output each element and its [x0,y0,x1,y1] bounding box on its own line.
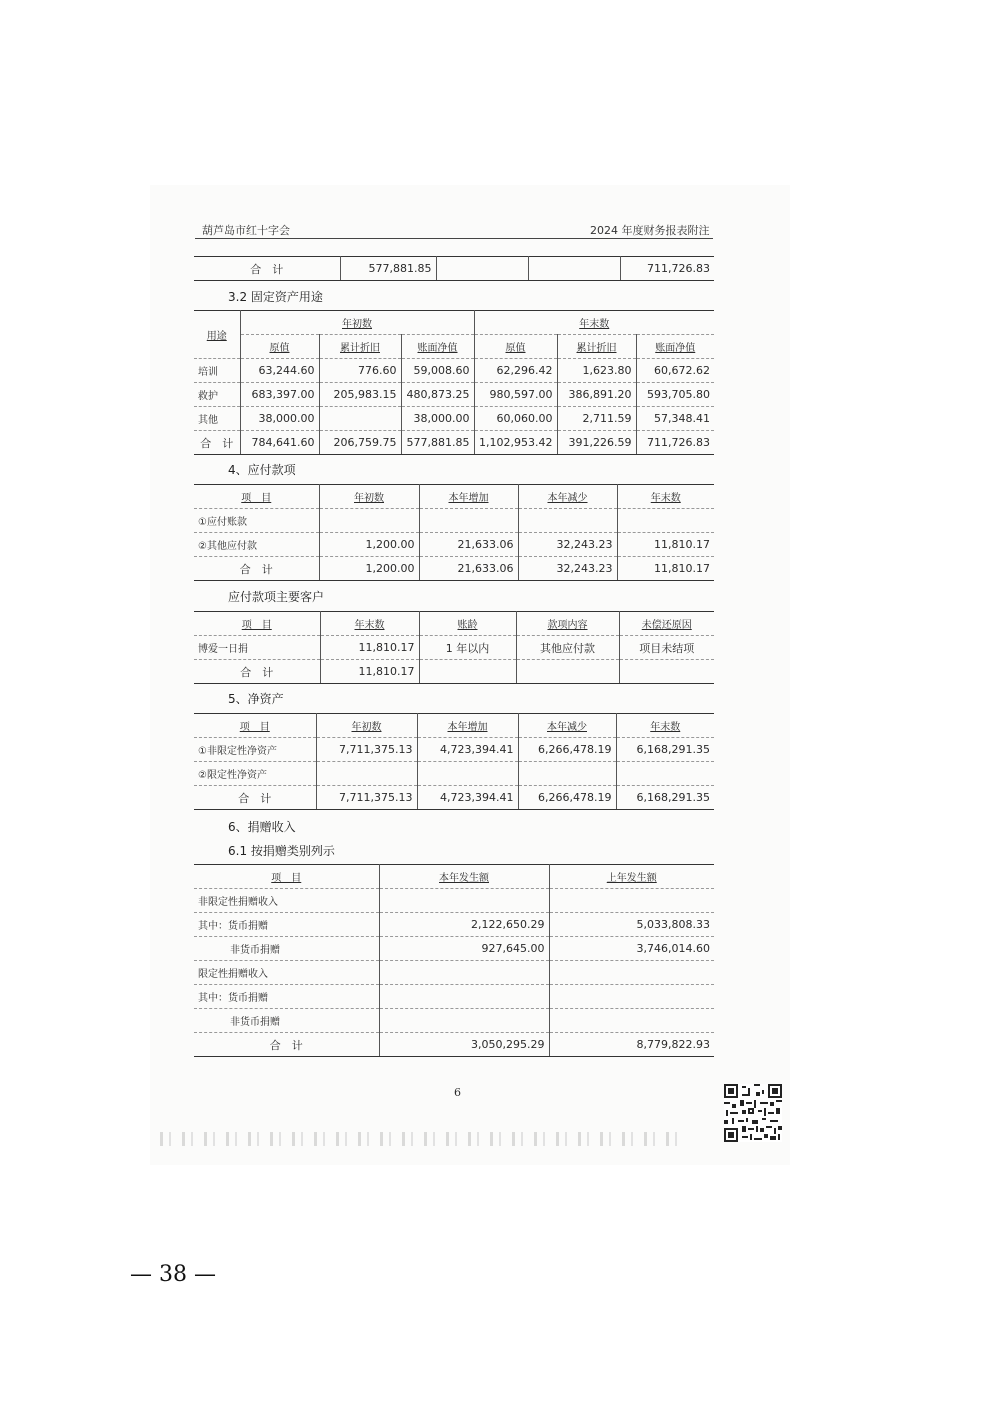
table-cell: 3,050,295.29 [379,1033,549,1057]
table-cell: 980,597.00 [474,383,557,407]
section-title-4: 4、应付款项 [228,463,296,477]
column-header: 款项内容 [516,612,619,636]
table-cell: 386,891.20 [557,383,636,407]
table-cell [419,509,518,533]
table-cell [379,1009,549,1033]
qr-code-icon [724,1084,782,1142]
table-cell [379,889,549,913]
payables-table [194,484,714,581]
column-header: 未偿还原因 [619,612,714,636]
column-header: 项 目 [194,865,379,889]
table-cell: 59,008.60 [401,359,474,383]
column-header: 年初数 [319,485,419,509]
table-cell: 11,810.17 [320,660,419,684]
table-cell: 7,711,375.13 [316,786,417,810]
column-header: 累计折旧 [557,335,636,359]
column-header: 项 目 [194,485,319,509]
table-cell [549,961,714,985]
table-cell: 391,226.59 [557,431,636,455]
group-header: 年末数 [474,311,714,335]
row-label: 限定性捐赠收入 [194,961,379,985]
section-title-5: 5、净资产 [228,692,284,706]
column-header: 项 目 [194,714,316,738]
table-cell: 11,810.17 [320,636,419,660]
total-cell: 711,726.83 [620,257,714,281]
table-cell [319,407,401,431]
table-cell: 63,244.60 [240,359,319,383]
table-cell: 项目未结项 [619,636,714,660]
row-label: 合 计 [194,786,316,810]
table-row [194,533,714,557]
section-title-main-customers: 应付款项主要客户 [228,590,325,604]
column-header: 项 目 [194,612,320,636]
table-cell: 38,000.00 [240,407,319,431]
table-row [194,937,714,961]
row-label: 合 计 [194,431,240,455]
table-cell: 577,881.85 [401,431,474,455]
main-customers-table [194,611,714,684]
column-header: 用途 [194,311,240,359]
table-cell: 6,168,291.35 [616,786,714,810]
column-header: 累计折旧 [319,335,401,359]
table-row [194,407,714,431]
table-cell: 776.60 [319,359,401,383]
total-cell: 577,881.85 [340,257,436,281]
table-row [194,359,714,383]
scan-smudge [160,1132,680,1146]
table-cell [617,509,714,533]
table-cell: 21,633.06 [419,533,518,557]
header-doc-title: 2024 年度财务报表附注 [590,224,710,237]
table-row [194,961,714,985]
table-cell: 1,623.80 [557,359,636,383]
column-header: 账龄 [419,612,516,636]
table-cell [518,762,616,786]
total-label: 合 计 [194,257,340,281]
table-cell [518,509,617,533]
table-row [194,509,714,533]
row-label: ②限定性净资产 [194,762,316,786]
table-cell: 57,348.41 [636,407,714,431]
table-cell [549,985,714,1009]
row-label: 合 计 [194,660,320,684]
column-header: 本年增加 [419,485,518,509]
fixed-assets-table [194,310,714,455]
column-header: 账面净值 [636,335,714,359]
table-cell: 4,723,394.41 [417,786,518,810]
table-row [194,636,714,660]
table-cell [417,762,518,786]
table-header-row [194,311,714,335]
table-cell: 784,641.60 [240,431,319,455]
row-label: 其中：货币捐赠 [194,913,379,937]
table-cell: 62,296.42 [474,359,557,383]
table-cell [516,660,619,684]
table-cell [619,660,714,684]
table-row [194,1009,714,1033]
table-header-row [194,335,714,359]
column-header: 本年增加 [417,714,518,738]
table-row [194,1033,714,1057]
table-cell: 4,723,394.41 [417,738,518,762]
column-header: 年末数 [617,485,714,509]
column-header: 账面净值 [401,335,474,359]
table-cell: 2,122,650.29 [379,913,549,937]
table-cell: 1 年以内 [419,636,516,660]
table-cell [549,1009,714,1033]
row-label: 非限定性捐赠收入 [194,889,379,913]
table-cell: 11,810.17 [617,557,714,581]
section-title-6: 6、捐赠收入 [228,820,296,834]
row-label: 非货币捐赠 [194,937,379,961]
table-cell: 1,102,953.42 [474,431,557,455]
table-cell: 1,200.00 [319,533,419,557]
column-header: 年末数 [616,714,714,738]
row-label: ②其他应付款 [194,533,319,557]
table-row [194,889,714,913]
top-total-table [194,256,714,281]
table-cell: 3,746,014.60 [549,937,714,961]
total-cell [436,257,528,281]
table-cell: 683,397.00 [240,383,319,407]
header-rule [195,238,713,239]
table-row [194,557,714,581]
group-header: 年初数 [240,311,474,335]
column-header: 上年发生额 [549,865,714,889]
row-label: 其他 [194,407,240,431]
table-cell [616,762,714,786]
total-cell [528,257,620,281]
table-header-row [194,865,714,889]
table-cell: 2,711.59 [557,407,636,431]
table-cell: 60,672.62 [636,359,714,383]
row-label: 合 计 [194,557,319,581]
table-cell: 11,810.17 [617,533,714,557]
table-cell: 其他应付款 [516,636,619,660]
table-cell [419,660,516,684]
net-assets-table [194,713,714,810]
section-title-3-2: 3.2 固定资产用途 [228,290,323,304]
table-cell: 32,243.23 [518,557,617,581]
table-cell: 5,033,808.33 [549,913,714,937]
table-row [194,383,714,407]
header-org: 葫芦岛市红十字会 [202,224,290,237]
row-label: 博爱一日捐 [194,636,320,660]
table-cell: 60,060.00 [474,407,557,431]
table-cell: 6,266,478.19 [518,786,616,810]
row-label: 救护 [194,383,240,407]
row-label: ①非限定性净资产 [194,738,316,762]
table-row [194,431,714,455]
row-label: 其中：货币捐赠 [194,985,379,1009]
table-cell [549,889,714,913]
column-header: 本年发生额 [379,865,549,889]
table-cell [379,961,549,985]
column-header: 年末数 [320,612,419,636]
table-cell: 6,168,291.35 [616,738,714,762]
table-cell: 32,243.23 [518,533,617,557]
row-label: 非货币捐赠 [194,1009,379,1033]
column-header: 本年减少 [518,485,617,509]
table-row [194,786,714,810]
footer-page-number: — 38 — [130,1262,216,1287]
table-cell: 206,759.75 [319,431,401,455]
table-cell: 927,645.00 [379,937,549,961]
table-cell: 205,983.15 [319,383,401,407]
table-row [194,660,714,684]
column-header: 本年减少 [518,714,616,738]
table-cell: 38,000.00 [401,407,474,431]
table-cell: 480,873.25 [401,383,474,407]
row-label: 培训 [194,359,240,383]
section-title-6-1: 6.1 按捐赠类别列示 [228,844,335,858]
column-header: 年初数 [316,714,417,738]
table-cell: 8,779,822.93 [549,1033,714,1057]
table-cell: 711,726.83 [636,431,714,455]
table-header-row [194,612,714,636]
column-header: 原值 [474,335,557,359]
table-row [194,913,714,937]
table-cell: 6,266,478.19 [518,738,616,762]
donation-income-table [194,864,714,1057]
table-cell [316,762,417,786]
table-cell: 7,711,375.13 [316,738,417,762]
table-header-row [194,485,714,509]
inner-page-number: 6 [454,1086,461,1099]
table-row [194,257,714,281]
table-cell: 1,200.00 [319,557,419,581]
row-label: ①应付账款 [194,509,319,533]
table-cell: 21,633.06 [419,557,518,581]
table-row [194,985,714,1009]
table-row [194,738,714,762]
table-cell [319,509,419,533]
table-cell [379,985,549,1009]
table-cell: 593,705.80 [636,383,714,407]
column-header: 原值 [240,335,319,359]
table-header-row [194,714,714,738]
table-row [194,762,714,786]
row-label: 合 计 [194,1033,379,1057]
